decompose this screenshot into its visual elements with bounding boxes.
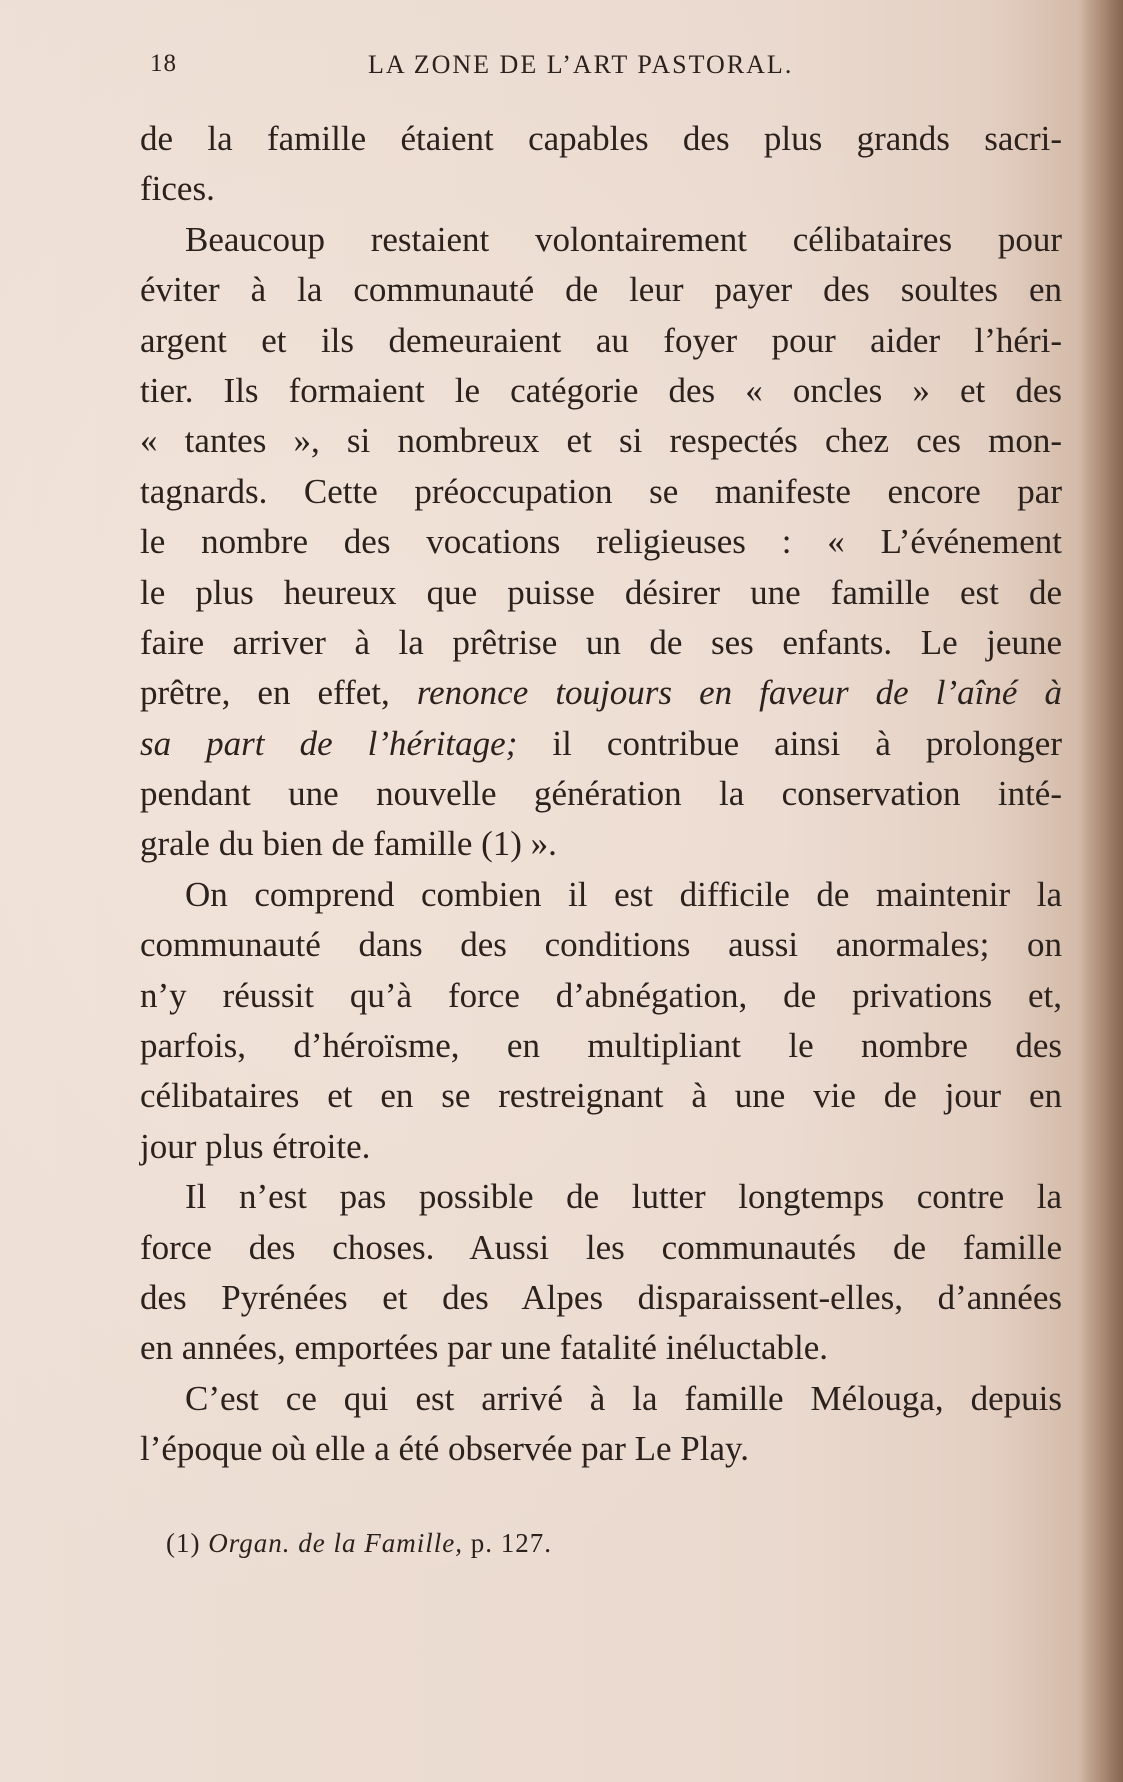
running-title: LA ZONE DE L’ART PASTORAL.	[368, 50, 794, 79]
text-line: Beaucoup restaient volontairement célibataires pour	[185, 219, 1062, 259]
text-line: jour plus étroite.	[140, 1126, 371, 1166]
text-line: communauté dans des conditions aussi anormales; on	[140, 925, 1062, 965]
text-line: n’y réussit qu’à force d’abnégation, de privations et,	[140, 975, 1062, 1015]
text-line-mixed	[140, 668, 1062, 718]
text-line: tier. Ils formaient le catégorie des « oncles » et des	[140, 370, 1062, 410]
text-line: argent et ils demeuraient au foyer pour aider l’héri-	[140, 320, 1062, 360]
italic-quote: renonce toujours en faveur de l’aîné à	[416, 673, 1062, 713]
body-text	[140, 114, 1062, 1475]
text-line: parfois, d’héroïsme, en multipliant le nombre des	[140, 1026, 1062, 1066]
text-line: pendant une nouvelle génération la conservation inté-	[140, 774, 1062, 814]
text-line: le nombre des vocations religieuses : « L’événement	[140, 522, 1062, 562]
footnote	[166, 1528, 552, 1559]
footnote-marker: (1)	[166, 1528, 201, 1558]
text-line: Il n’est pas possible de lutter longtemps contre la	[185, 1177, 1062, 1217]
text-line: On comprend combien il est difficile de maintenir la	[185, 874, 1062, 914]
text-line: force des choses. Aussi les communautés de famille	[140, 1227, 1062, 1267]
text-line: de la famille étaient capables des plus grands sacri-	[140, 119, 1062, 158]
text-line: fices.	[140, 169, 215, 209]
text-line: faire arriver à la prêtrise un de ses enfants. Le jeune	[140, 622, 1062, 662]
text-line: grale du bien de famille (1) ».	[140, 824, 557, 864]
text-segment: il contribue ainsi à prolonger	[517, 723, 1062, 763]
page-number: 18	[150, 50, 177, 77]
text-line: le plus heureux que puisse désirer une famille est de	[140, 572, 1062, 612]
page-header	[150, 50, 1070, 90]
footnote-title: Organ. de la Famille,	[208, 1528, 463, 1558]
text-line-mixed	[140, 719, 1062, 769]
text-line: C’est ce qui est arrivé à la famille Mélouga, depuis	[185, 1378, 1062, 1418]
text-line: tagnards. Cette préoccupation se manifeste encore par	[140, 471, 1062, 511]
text-line: des Pyrénées et des Alpes disparaissent-elles, d’années	[140, 1277, 1062, 1317]
text-line: éviter à la communauté de leur payer des soultes en	[140, 270, 1062, 310]
text-segment: prêtre, en effet,	[140, 673, 417, 713]
text-line: l’époque où elle a été observée par Le Play.	[140, 1429, 749, 1469]
italic-quote: sa part de l’héritage;	[140, 723, 518, 763]
text-line: en années, emportées par une fatalité inéluctable.	[140, 1328, 829, 1368]
text-line: célibataires et en se restreignant à une vie de jour en	[140, 1076, 1062, 1116]
footnote-page: p. 127.	[470, 1528, 552, 1558]
page-edge-shadow	[1079, 0, 1123, 1782]
text-line: « tantes », si nombreux et si respectés chez ces mon-	[140, 421, 1062, 461]
